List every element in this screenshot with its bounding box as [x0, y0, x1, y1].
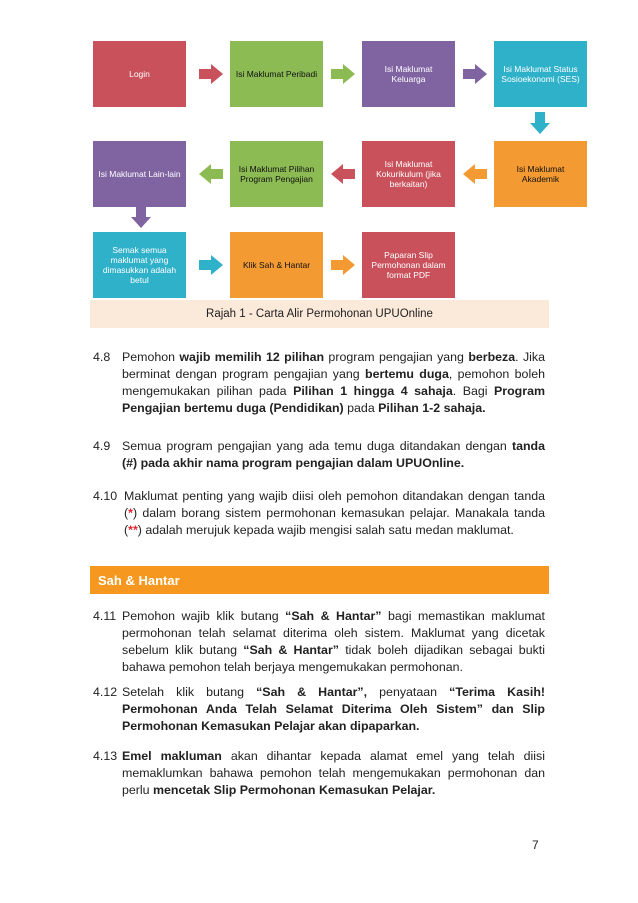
list-item-4-9: [93, 438, 545, 472]
arrow-left-icon: [331, 164, 355, 184]
figure-caption: Rajah 1 - Carta Alir Permohonan UPUOnline: [90, 300, 549, 328]
flow-box-hantar: Klik Sah & Hantar: [230, 232, 323, 298]
arrow-down-icon: [530, 112, 550, 134]
item-number: 4.13: [93, 749, 118, 763]
flow-box-lain: Isi Maklumat Lain-lain: [93, 141, 186, 207]
item-text: Pemohon wajib klik butang “Sah & Hantar” bagi memastikan maklumat permohonan telah selamat diterima oleh sistem. Maklumat yang dicetak sebelum klik butang “Sah & Hantar” tidak boleh dijadikan sebagai bukti bahawa pemohon telah berjaya mengemukakan permohonan.: [122, 609, 545, 674]
item-number: 4.9: [93, 439, 111, 453]
item-text: Setelah klik butang “Sah & Hantar”, penyataan “Terima Kasih! Permohonan Anda Telah Selamat Diterima Oleh Sistem” dan Slip Permohonan Kemasukan Pelajar akan dipaparkan.: [122, 685, 546, 733]
list-item-4-10: [93, 488, 545, 539]
arrow-down-icon: [131, 206, 151, 228]
item-text: Emel makluman akan dihantar kepada alamat emel yang telah diisi memaklumkan bahawa pemohon telah mengemukakan permohonan dan perlu mencetak Slip Permohonan Kemasukan Pelajar.: [122, 749, 545, 797]
flow-box-pilihan: Isi Maklumat Pilihan Program Pengajian: [230, 141, 323, 207]
item-text: Pemohon wajib memilih 12 pilihan program pengajian yang berbeza. Jika berminat dengan program pengajian yang bertemu duga, pemohon boleh mengemukakan pilihan pada Pilihan 1 hingga 4 sahaja. Bagi Program Pengajian bertemu duga (Pendidikan) pada Pilihan 1-2 sahaja.: [122, 350, 545, 415]
arrow-right-icon: [331, 64, 355, 84]
required-star-mark: *: [128, 506, 133, 520]
flow-box-semak: Semak semua maklumat yang dimasukkan adalah betul: [93, 232, 186, 298]
arrow-left-icon: [463, 164, 487, 184]
arrow-right-icon: [331, 255, 355, 275]
list-item-4-11: [93, 608, 545, 676]
arrow-right-icon: [199, 64, 223, 84]
flow-box-kokurikulum: Isi Maklumat Kokurikulum (jika berkaitan): [362, 141, 455, 207]
arrow-right-icon: [463, 64, 487, 84]
item-text: Maklumat penting yang wajib diisi oleh pemohon ditandakan dengan tanda (*) dalam borang sistem permohonan kemasukan pelajar. Manakala tanda (**) adalah merujuk kepada wajib mengisi salah satu medan maklumat.: [124, 489, 545, 537]
arrow-left-icon: [199, 164, 223, 184]
arrow-right-icon: [199, 255, 223, 275]
flow-box-slip: Paparan Slip Permohonan dalam format PDF: [362, 232, 455, 298]
flow-box-ses: Isi Maklumat Status Sosioekonomi (SES): [494, 41, 587, 107]
flow-box-keluarga: Isi Maklumat Keluarga: [362, 41, 455, 107]
section-heading: Sah & Hantar: [90, 566, 549, 594]
double-star-mark: **: [128, 523, 138, 537]
flow-box-login: Login: [93, 41, 186, 107]
item-number: 4.12: [93, 685, 118, 699]
list-item-4-13: [93, 748, 545, 799]
item-number: 4.10: [93, 489, 118, 503]
item-number: 4.11: [93, 609, 117, 623]
item-text: Semua program pengajian yang ada temu duga ditandakan dengan tanda (#) pada akhir nama program pengajian dalam UPUOnline.: [122, 439, 545, 470]
list-item-4-8: [93, 349, 545, 417]
item-number: 4.8: [93, 350, 111, 364]
flow-box-peribadi: Isi Maklumat Peribadi: [230, 41, 323, 107]
page-number: 7: [532, 838, 539, 852]
list-item-4-12: [93, 684, 545, 735]
flow-box-akademik: Isi Maklumat Akademik: [494, 141, 587, 207]
